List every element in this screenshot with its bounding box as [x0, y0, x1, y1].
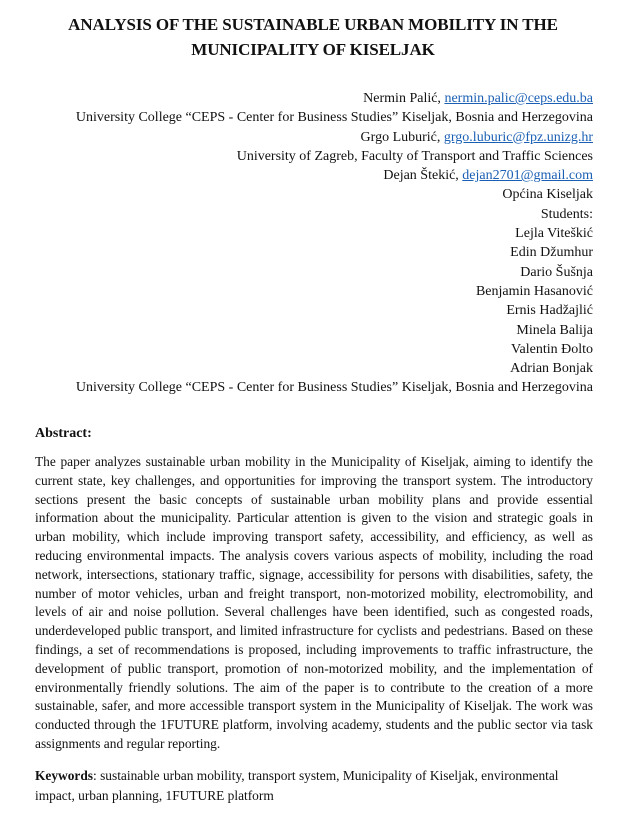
student-name: Minela Balija: [516, 322, 593, 338]
keywords-paragraph: [35, 766, 593, 806]
student-name: Ernis Hadžajlić: [506, 303, 593, 319]
author-email-link[interactable]: dejan2701@gmail.com: [462, 168, 593, 184]
author-line: [33, 128, 593, 147]
student-name: Dario Šušnja: [520, 264, 593, 280]
student-name: Benjamin Hasanović: [475, 283, 593, 299]
author-affiliation: University College “CEPS - Center for Business Studies” Kiseljak, Bosnia and Herzegovina: [75, 380, 593, 396]
author-name: Grgo Luburić,: [360, 129, 444, 145]
abstract-body: The paper analyzes sustainable urban mobility in the Municipality of Kiseljak, aiming to identify the current state, key challenges, and opportunities for improving the transport system. The introductory sections present the basic concepts of sustainable urban mobility plans and provide essential information about the municipality. Particular attention is given to the vision and strategic goals in urban mobility, which include improving transport safety, accessibility, and efficiency, as well as reducing environmental impacts. The analysis covers various aspects of mobility, including the road network, intersections, stationary traffic, signage, accessibility for persons with disabilities, safety, the number of motor vehicles, urban and freight transport, non-motorized mobility, electromobility, and levels of air and noise pollution. Several challenges have been identified, such as congested roads, underdeveloped public transport, and limited infrastructure for cyclists and pedestrians. Based on these findings, a set of recommendations is proposed, including improvements to traffic infrastructure, the development of public transport, promotion of non-motorized mobility, and the implementation of environmentally friendly solutions. The aim of the paper is to contribute to the creation of a more sustainable, safer, and more accessible transport system in the Municipality of Kiseljak. The work was conducted through the 1FUTURE platform, involving academy, students and the public sector via task assignments and regular reporting.: [35, 454, 593, 751]
student-name: Valentin Đolto: [510, 341, 593, 357]
author-name: Dejan Štekić,: [383, 168, 463, 184]
author-affiliation: University College “CEPS - Center for Business Studies” Kiseljak, Bosnia and Herzegovina: [75, 110, 593, 126]
keywords-label: Keywords: [35, 768, 94, 783]
author-affiliation: Općina Kiseljak: [502, 187, 593, 203]
author-line: [33, 166, 593, 185]
author-name: Nermin Palić,: [363, 91, 445, 106]
student-name: Adrian Bonjak: [510, 361, 593, 377]
author-line: [33, 89, 593, 108]
student-name: Edin Džumhur: [510, 245, 593, 261]
student-name: Lejla Viteškić: [515, 226, 593, 242]
author-email-link[interactable]: grgo.luburic@fpz.unizg.hr: [443, 129, 593, 145]
author-affiliation: University of Zagreb, Faculty of Transport and Traffic Sciences: [236, 148, 593, 164]
author-block: [33, 89, 593, 398]
students-label: Students:: [540, 206, 593, 222]
abstract-heading: Abstract:: [35, 426, 92, 441]
author-email-link[interactable]: nermin.palic@ceps.edu.ba: [444, 91, 593, 106]
paper-title: ANALYSIS OF THE SUSTAINABLE URBAN MOBILITY IN THE MUNICIPALITY OF KISELJAK: [68, 15, 558, 59]
keywords-text: : sustainable urban mobility, transport system, Municipality of Kiseljak, environmental impact, urban planning, 1FUTURE platform: [35, 768, 559, 803]
